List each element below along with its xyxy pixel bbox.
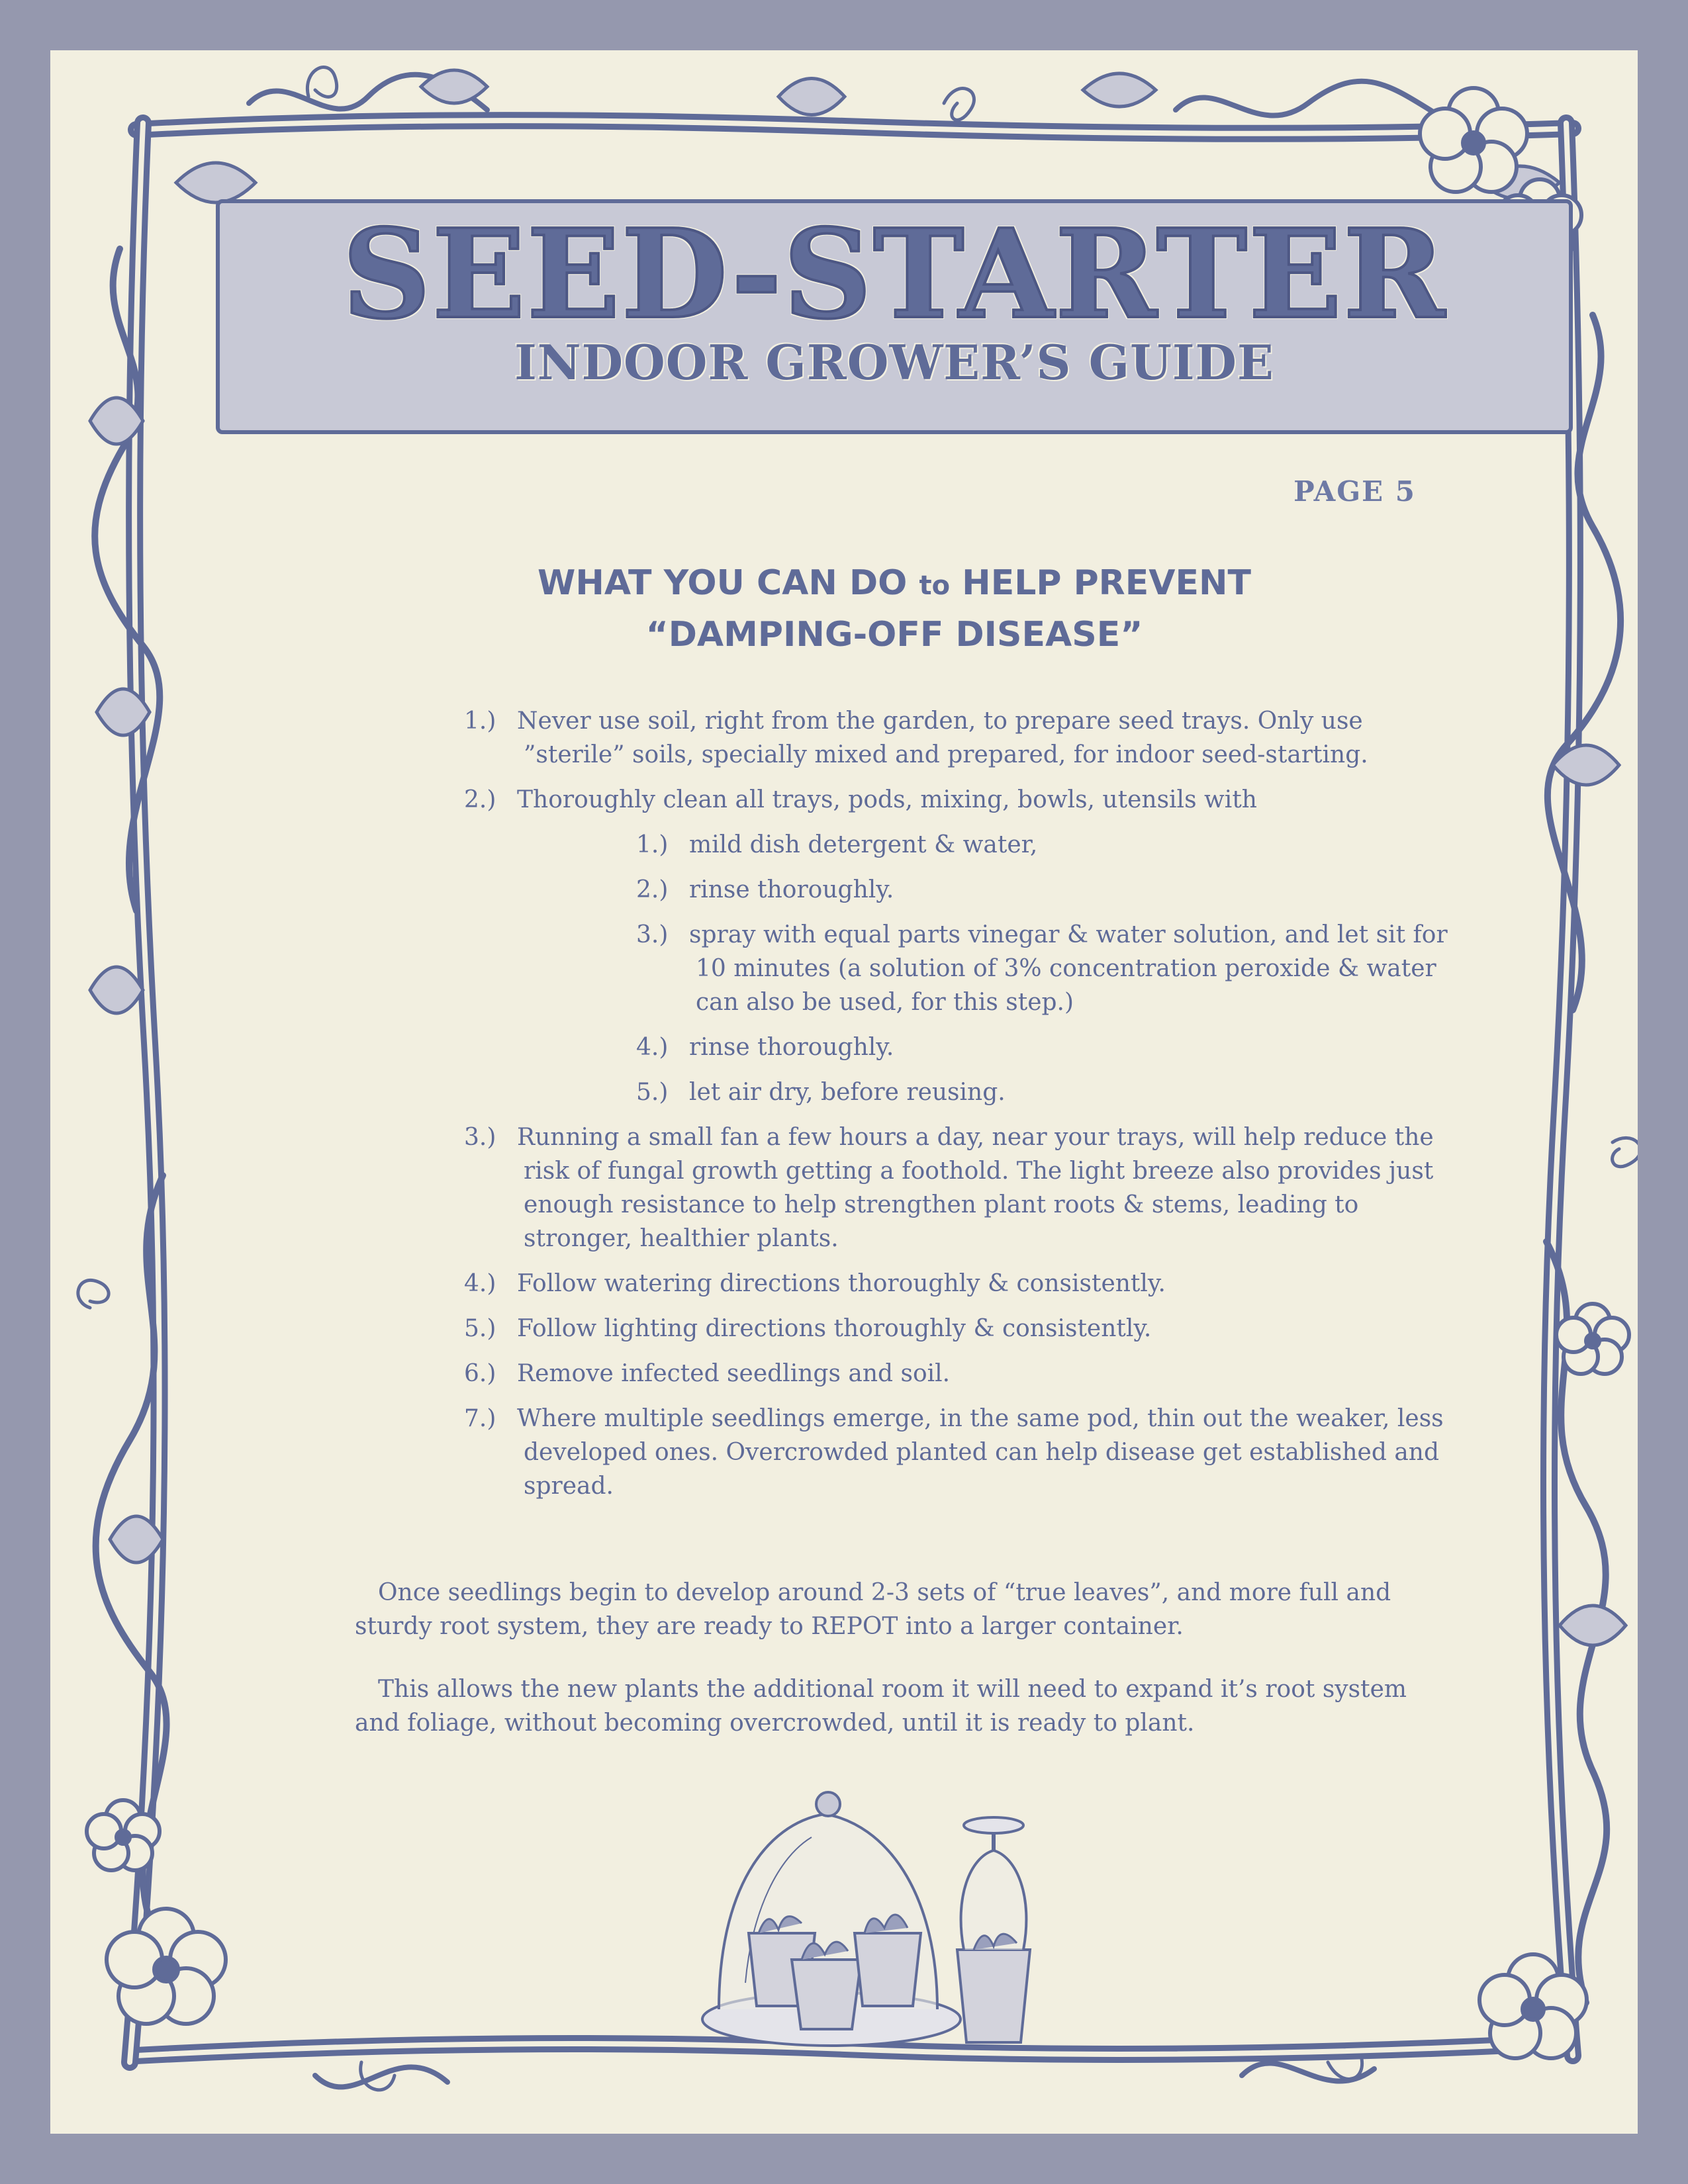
item-text: Never use soil, right from the garden, to prepare seed trays. Only use ”sterile” soils, specially mixed and prepared, for indoor seed-starting. [517,707,1368,768]
item-number: 7.) [464,1405,496,1432]
item-number: 6.) [464,1360,496,1387]
item-text: Follow watering directions thoroughly & consistently. [517,1270,1166,1297]
item-number: 2.) [464,786,496,813]
item-number: 5.) [464,1315,496,1342]
list-item [464,1402,1457,1503]
page [50,50,1638,2134]
sub-item-text: let air dry, before reusing. [689,1079,1006,1106]
item-text: Running a small fan a few hours a day, near your trays, will help reduce the risk of fungal growth getting a foothold. The light breeze also provides just enough resistance to help strengthen plant roots & stems, leading to stronger, healthier plants. [517,1124,1434,1252]
list-item [464,1267,1457,1300]
sub-list-item [636,918,1457,1019]
list-item [464,1120,1457,1255]
item-number: 4.) [464,1270,496,1297]
heading-line-2: “DAMPING-OFF DISEASE” [645,615,1143,655]
heading-line-1 [348,559,1440,610]
list-item [464,1312,1457,1345]
item-text: Remove infected seedlings and soil. [517,1360,951,1387]
closing-notes [355,1576,1440,1769]
cleaning-steps-list [517,828,1457,1109]
list-item [464,704,1457,772]
sub-item-number: 2.) [636,876,669,903]
sub-list-item [636,1075,1457,1109]
page-title: SEED-STARTER [342,202,1446,346]
sub-item-number: 1.) [636,831,669,858]
item-number: 1.) [464,707,496,735]
item-number: 3.) [464,1124,496,1151]
closing-paragraph: Once seedlings begin to develop around 2-3 sets of “true leaves”, and more full and sturdy root system, they are ready to REPOT into a larger container. [355,1579,1391,1640]
page-number: PAGE 5 [1293,475,1416,508]
heading-part-c: HELP PREVENT [950,563,1252,603]
list-item [464,783,1457,1109]
sub-list-item [636,828,1457,862]
item-text: Where multiple seedlings emerge, in the same pod, thin out the weaker, less developed ones. Overcrowded planted can help disease get established and spread. [517,1405,1444,1500]
sub-item-number: 3.) [636,921,669,948]
heading-part-a: WHAT YOU CAN DO [537,563,919,603]
tips-list [464,704,1457,1514]
sub-item-text: rinse thoroughly. [689,1034,894,1061]
list-item [464,1357,1457,1390]
item-text: Thoroughly clean all trays, pods, mixing, bowls, utensils with [517,786,1257,813]
page-subtitle: INDOOR GROWER’S GUIDE [514,334,1274,390]
sub-list-item [636,1030,1457,1064]
sub-item-text: mild dish detergent & water, [689,831,1038,858]
item-text: Follow lighting directions thoroughly & consistently. [517,1315,1152,1342]
sub-item-text: rinse thoroughly. [689,876,894,903]
heading-part-b: to [919,570,951,601]
sub-list-item [636,873,1457,907]
section-heading [348,559,1440,659]
sub-item-text: spray with equal parts vinegar & water solution, and let sit for 10 minutes (a solution of 3% concentration peroxide & water can also be used, for this step.) [689,921,1448,1016]
closing-paragraph: This allows the new plants the additional room it will need to expand it’s root system and foliage, without becoming overcrowded, until it is ready to plant. [355,1676,1407,1737]
sub-item-number: 4.) [636,1034,669,1061]
cloche-with-seedling-pots [692,1784,1063,2062]
sub-item-number: 5.) [636,1079,669,1106]
